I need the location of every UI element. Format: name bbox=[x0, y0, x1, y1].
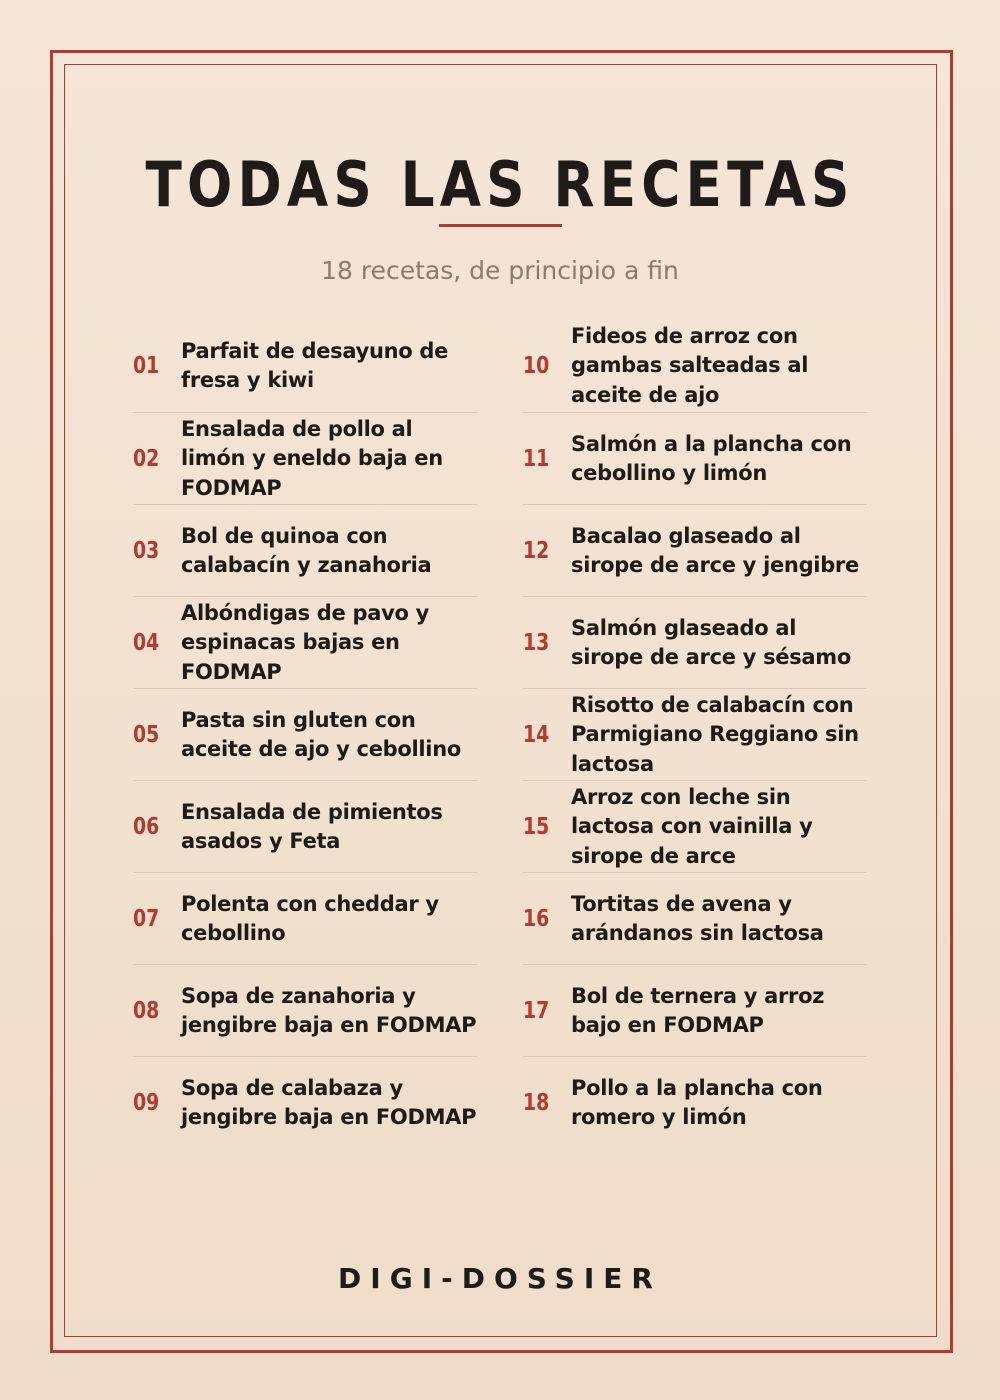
recipe-item bbox=[133, 320, 477, 412]
recipe-item bbox=[523, 780, 867, 872]
recipe-name: Pasta sin gluten con aceite de ajo y cebollino bbox=[181, 707, 461, 761]
recipe-number: 02 bbox=[133, 446, 160, 472]
recipe-name: Ensalada de pollo al limón y eneldo baja en FODMAP bbox=[181, 416, 443, 500]
recipe-name: Sopa de zanahoria y jengibre baja en FODMAP bbox=[181, 983, 477, 1037]
recipe-list-right bbox=[523, 320, 867, 1148]
recipe-item bbox=[523, 320, 867, 412]
recipe-name: Salmón a la plancha con cebollino y limón bbox=[571, 431, 852, 485]
recipe-item bbox=[133, 412, 477, 504]
recipe-name: Parfait de desayuno de fresa y kiwi bbox=[181, 338, 449, 392]
page-title: TODAS LAS RECETAS bbox=[145, 148, 855, 221]
recipe-number: 10 bbox=[523, 353, 550, 379]
recipe-item bbox=[523, 504, 867, 596]
recipe-name: Ensalada de pimientos asados y Feta bbox=[181, 799, 443, 853]
recipe-name: Bacalao glaseado al sirope de arce y jengibre bbox=[571, 523, 859, 577]
recipe-item bbox=[523, 872, 867, 964]
recipe-number: 16 bbox=[523, 906, 550, 932]
recipe-number: 03 bbox=[133, 538, 160, 564]
recipe-item bbox=[133, 688, 477, 780]
recipe-item bbox=[523, 1056, 867, 1148]
recipe-number: 14 bbox=[523, 722, 550, 748]
recipe-item bbox=[133, 964, 477, 1056]
recipe-item bbox=[133, 780, 477, 872]
recipe-item bbox=[523, 412, 867, 504]
recipe-number: 06 bbox=[133, 814, 160, 840]
title-underline bbox=[439, 224, 562, 227]
recipe-name: Bol de quinoa con calabacín y zanahoria bbox=[181, 523, 432, 577]
recipe-name: Polenta con cheddar y cebollino bbox=[181, 891, 439, 945]
recipe-number: 12 bbox=[523, 538, 550, 564]
recipe-item bbox=[523, 596, 867, 688]
brand-footer: DIGI-DOSSIER bbox=[338, 1262, 662, 1295]
recipe-number: 09 bbox=[133, 1090, 160, 1116]
recipe-item bbox=[523, 688, 867, 780]
recipe-number: 01 bbox=[133, 353, 160, 379]
recipe-item bbox=[523, 964, 867, 1056]
recipe-item bbox=[133, 1056, 477, 1148]
recipe-name: Fideos de arroz con gambas salteadas al aceite de ajo bbox=[571, 323, 809, 407]
recipe-item bbox=[133, 872, 477, 964]
recipe-number: 13 bbox=[523, 630, 550, 656]
page-subtitle: 18 recetas, de principio a fin bbox=[321, 256, 679, 285]
recipe-item bbox=[133, 504, 477, 596]
recipe-number: 07 bbox=[133, 906, 160, 932]
recipe-number: 18 bbox=[523, 1090, 550, 1116]
recipe-number: 04 bbox=[133, 630, 160, 656]
recipe-name: Sopa de calabaza y jengibre baja en FODMAP bbox=[181, 1075, 477, 1129]
recipe-name: Pollo a la plancha con romero y limón bbox=[571, 1075, 823, 1129]
recipe-name: Bol de ternera y arroz bajo en FODMAP bbox=[571, 983, 825, 1037]
recipe-name: Risotto de calabacín con Parmigiano Reggiano sin lactosa bbox=[571, 692, 859, 776]
recipe-list-left bbox=[133, 320, 477, 1148]
recipe-number: 05 bbox=[133, 722, 160, 748]
recipe-number: 17 bbox=[523, 998, 550, 1024]
recipe-name: Tortitas de avena y arándanos sin lactosa bbox=[571, 891, 824, 945]
recipe-name: Albóndigas de pavo y espinacas bajas en FODMAP bbox=[181, 600, 430, 684]
recipe-number: 15 bbox=[523, 814, 550, 840]
recipe-number: 11 bbox=[523, 446, 550, 472]
recipe-name: Salmón glaseado al sirope de arce y sésamo bbox=[571, 615, 852, 669]
recipe-item bbox=[133, 596, 477, 688]
recipe-number: 08 bbox=[133, 998, 160, 1024]
recipe-name: Arroz con leche sin lactosa con vainilla y sirope de arce bbox=[571, 784, 813, 868]
